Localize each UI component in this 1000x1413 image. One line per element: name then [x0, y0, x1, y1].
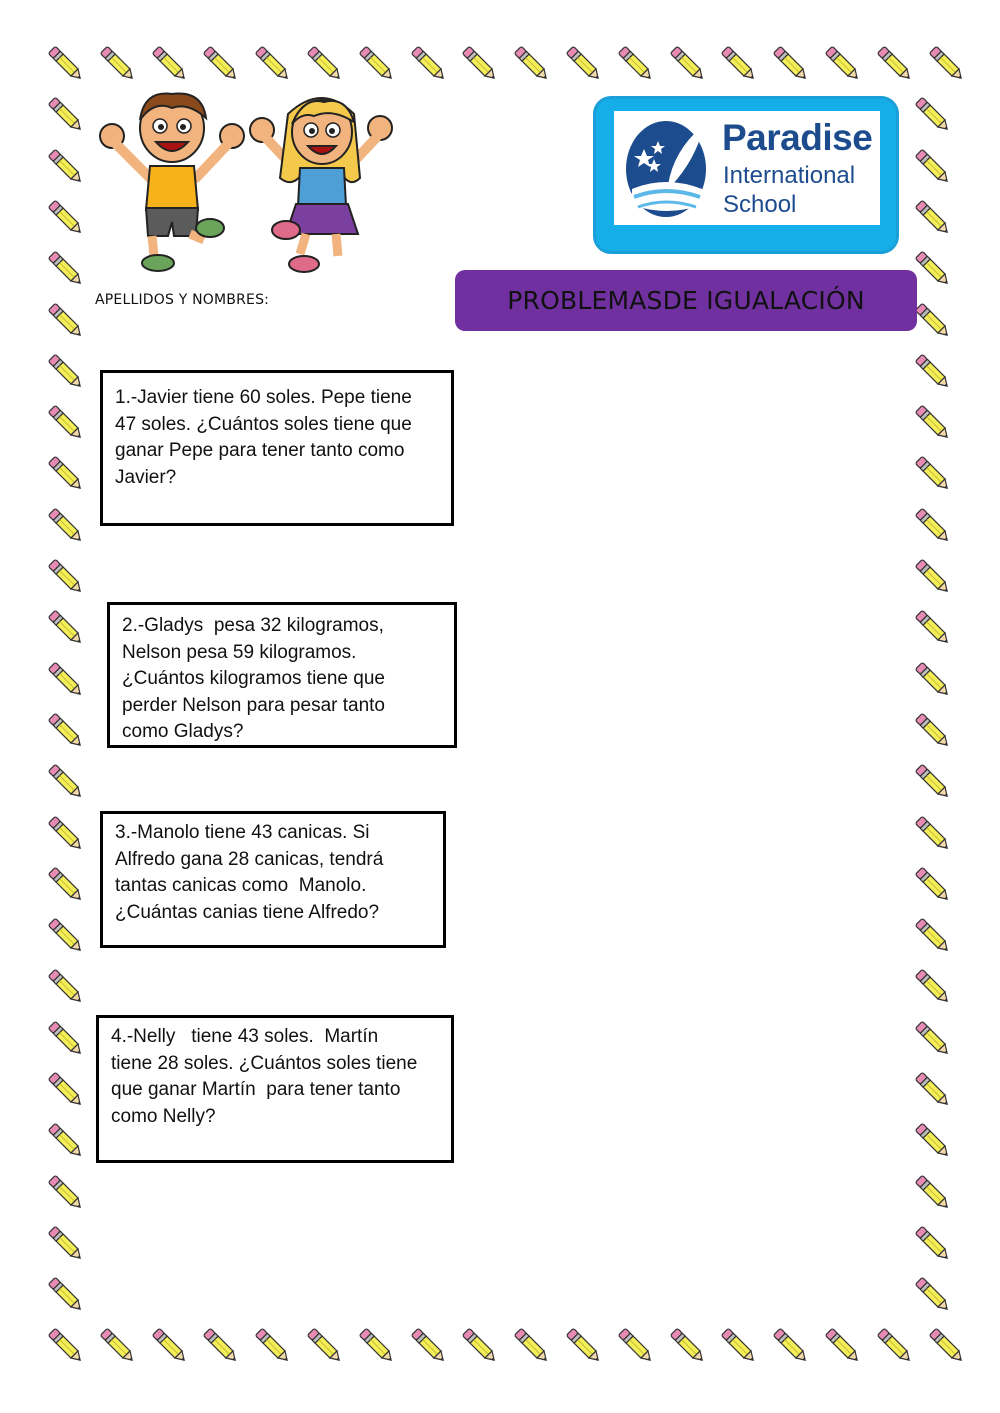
pencil-icon — [42, 656, 90, 704]
pencil-icon — [923, 40, 971, 88]
logo-name: Paradise — [722, 117, 873, 158]
pencil-icon — [560, 1322, 608, 1370]
pencil-icon — [909, 399, 957, 447]
pencil-icon — [456, 40, 504, 88]
boy-figure — [100, 94, 244, 272]
pencil-icon — [42, 450, 90, 498]
pencil-icon — [42, 861, 90, 909]
pencil-icon — [42, 502, 90, 550]
pencil-icon — [249, 1322, 297, 1370]
pencil-icon — [508, 40, 556, 88]
pencil-icon — [871, 40, 919, 88]
pencil-icon — [42, 553, 90, 601]
pencil-icon — [715, 40, 763, 88]
pencil-icon — [819, 40, 867, 88]
pencil-icon — [405, 1322, 453, 1370]
pencil-icon — [42, 297, 90, 345]
pencil-icon — [197, 1322, 245, 1370]
pencil-icon — [42, 399, 90, 447]
pencil-icon — [909, 707, 957, 755]
pencil-icon — [909, 810, 957, 858]
pencil-icon — [42, 963, 90, 1011]
pencil-icon — [664, 40, 712, 88]
pencil-icon — [42, 1066, 90, 1114]
pencil-icon — [612, 40, 660, 88]
pencil-icon — [909, 143, 957, 191]
pencil-icon — [94, 40, 142, 88]
pencil-icon — [405, 40, 453, 88]
pencil-icon — [819, 1322, 867, 1370]
pencil-icon — [909, 656, 957, 704]
pencil-icon — [42, 604, 90, 652]
pencil-icon — [909, 1220, 957, 1268]
pencil-icon — [909, 1117, 957, 1165]
pencil-icon — [767, 1322, 815, 1370]
pencil-icon — [353, 40, 401, 88]
pencil-icon — [923, 1322, 971, 1370]
pencil-icon — [909, 502, 957, 550]
pencil-icon — [909, 553, 957, 601]
pencil-icon — [353, 1322, 401, 1370]
pencil-icon — [456, 1322, 504, 1370]
pencil-icon — [42, 810, 90, 858]
pencil-icon — [909, 1271, 957, 1319]
pencil-icon — [42, 1271, 90, 1319]
logo-panel — [614, 111, 880, 225]
pencil-icon — [249, 40, 297, 88]
pencil-icon — [42, 912, 90, 960]
problem-box-3: 3.-Manolo tiene 43 canicas. Si Alfredo gana 28 canicas, tendrá tantas canicas como Manolo. ¿Cuántas canias tiene Alfredo? — [100, 811, 446, 948]
pencil-icon — [909, 758, 957, 806]
pencil-icon — [301, 40, 349, 88]
pencil-icon — [909, 1066, 957, 1114]
page-title: PROBLEMASDE IGUALACIÓN — [507, 286, 865, 315]
pencil-icon — [909, 912, 957, 960]
name-field-label: APELLIDOS Y NOMBRES: — [95, 292, 270, 308]
pencil-icon — [909, 604, 957, 652]
pencil-icon — [909, 1015, 957, 1063]
pencil-icon — [909, 1169, 957, 1217]
pencil-icon — [612, 1322, 660, 1370]
pencil-icon — [42, 1015, 90, 1063]
quill-emblem-icon — [624, 119, 708, 219]
title-banner — [455, 270, 917, 331]
pencil-icon — [909, 348, 957, 396]
pencil-icon — [42, 91, 90, 139]
logo-line-1: International — [723, 162, 856, 189]
pencil-icon — [42, 1117, 90, 1165]
pencil-icon — [909, 963, 957, 1011]
pencil-icon — [42, 1220, 90, 1268]
pencil-icon — [42, 194, 90, 242]
pencil-icon — [664, 1322, 712, 1370]
pencil-icon — [42, 143, 90, 191]
pencil-icon — [146, 1322, 194, 1370]
problem-box-2: 2.-Gladys pesa 32 kilogramos, Nelson pesa 59 kilogramos. ¿Cuántos kilogramos tiene que perder Nelson para pesar tanto como Gladys? — [107, 602, 457, 748]
pencil-icon — [42, 1169, 90, 1217]
problem-box-1: 1.-Javier tiene 60 soles. Pepe tiene 47 soles. ¿Cuántos soles tiene que ganar Pepe para tener tanto como Javier? — [100, 370, 454, 526]
pencil-icon — [508, 1322, 556, 1370]
pencil-icon — [42, 348, 90, 396]
pencil-icon — [767, 40, 815, 88]
pencil-icon — [146, 40, 194, 88]
problem-box-4: 4.-Nelly tiene 43 soles. Martín tiene 28 soles. ¿Cuántos soles tiene que ganar Martín para tener tanto como Nelly? — [96, 1015, 454, 1163]
pencil-icon — [42, 40, 90, 88]
pencil-icon — [909, 861, 957, 909]
pencil-icon — [94, 1322, 142, 1370]
girl-figure — [250, 98, 392, 272]
jumping-kids-illustration — [92, 88, 402, 278]
pencil-icon — [42, 245, 90, 293]
pencil-icon — [909, 450, 957, 498]
logo-line-2: School — [723, 191, 797, 218]
pencil-icon — [560, 40, 608, 88]
pencil-icon — [197, 40, 245, 88]
pencil-icon — [909, 91, 957, 139]
pencil-icon — [715, 1322, 763, 1370]
pencil-icon — [909, 194, 957, 242]
pencil-icon — [301, 1322, 349, 1370]
pencil-icon — [42, 758, 90, 806]
pencil-icon — [871, 1322, 919, 1370]
school-logo — [593, 96, 899, 254]
pencil-icon — [42, 707, 90, 755]
pencil-icon — [42, 1322, 90, 1370]
